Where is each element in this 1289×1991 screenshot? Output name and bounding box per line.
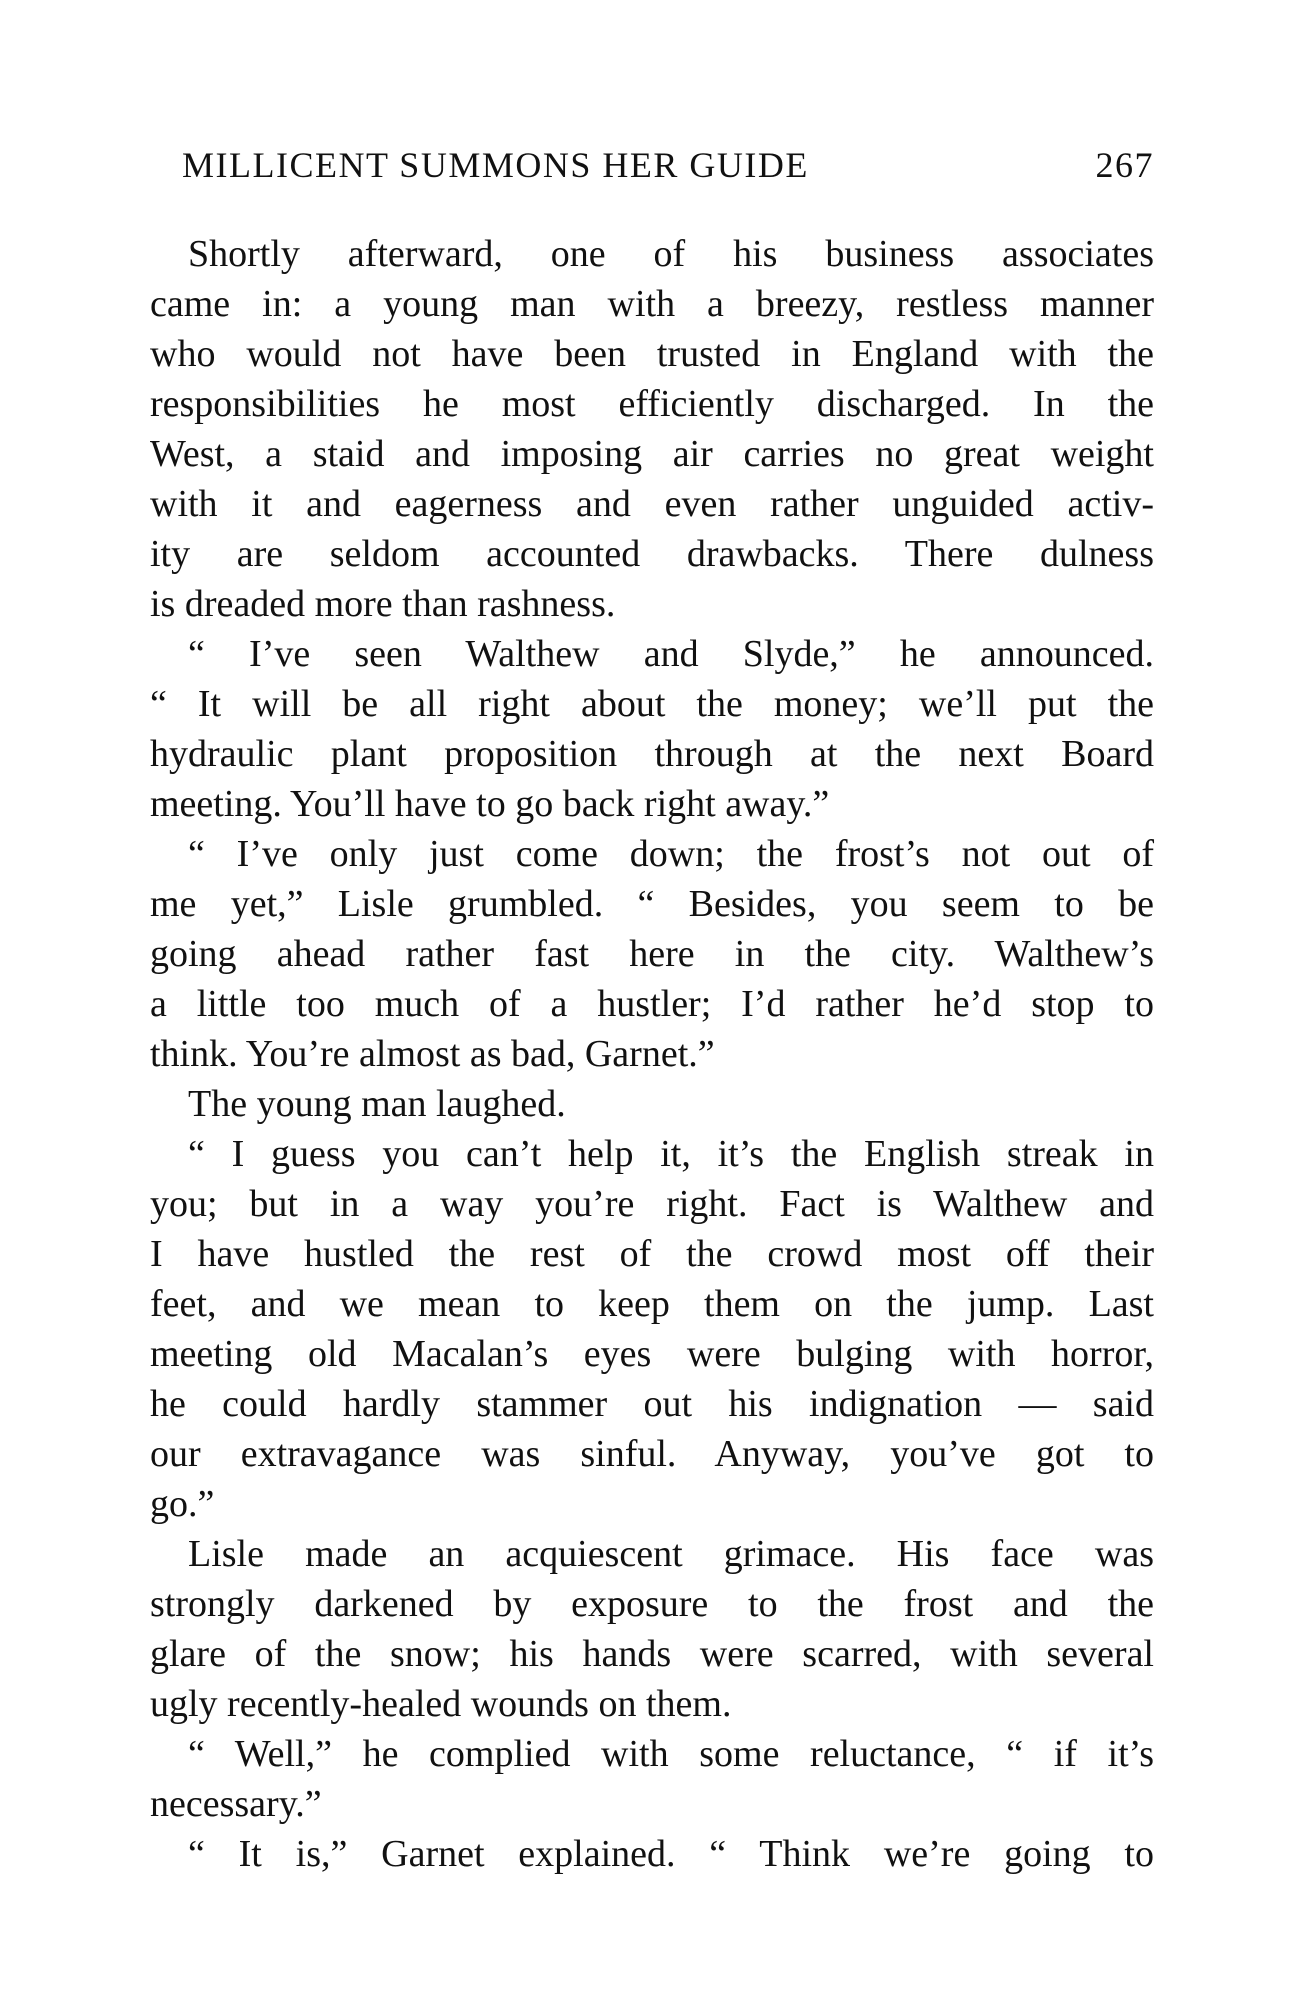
text-line: The young man laughed.: [188, 1083, 566, 1125]
text-line: responsibilities he most efficiently discharged. In the: [150, 383, 1154, 425]
text-line: “ I guess you can’t help it, it’s the English streak in: [188, 1133, 1154, 1175]
text-line: West, a staid and imposing air carries no great weight: [150, 433, 1154, 475]
text-line: strongly darkened by exposure to the frost and the: [150, 1583, 1154, 1625]
text-line: I have hustled the rest of the crowd most off their: [150, 1233, 1154, 1275]
text-line: with it and eagerness and even rather unguided activ-: [150, 483, 1154, 525]
text-line: who would not have been trusted in England with the: [150, 333, 1154, 375]
text-line: meeting old Macalan’s eyes were bulging with horror,: [150, 1333, 1154, 1375]
text-line: he could hardly stammer out his indignation — said: [150, 1383, 1154, 1425]
text-line: “ It will be all right about the money; we’ll put the: [150, 683, 1154, 725]
chapter-title: MILLICENT SUMMONS HER GUIDE: [182, 145, 809, 185]
text-line: is dreaded more than rashness.: [150, 583, 616, 625]
running-head: [150, 140, 1154, 190]
text-line: think. You’re almost as bad, Garnet.”: [150, 1033, 715, 1075]
text-line: “ I’ve seen Walthew and Slyde,” he announced.: [188, 633, 1154, 675]
text-line: came in: a young man with a breezy, restless manner: [150, 283, 1154, 325]
text-line: go.”: [150, 1483, 215, 1525]
text-line: Lisle made an acquiescent grimace. His face was: [188, 1533, 1154, 1575]
book-page: [150, 0, 1154, 1991]
text-line: going ahead rather fast here in the city. Walthew’s: [150, 933, 1154, 975]
text-line: hydraulic plant proposition through at the next Board: [150, 733, 1154, 775]
page-number: 267: [1095, 145, 1154, 185]
body-text: [150, 229, 1154, 1879]
text-line: “ Well,” he complied with some reluctance, “ if it’s: [188, 1733, 1154, 1775]
text-line: ugly recently-healed wounds on them.: [150, 1683, 732, 1725]
text-line: our extravagance was sinful. Anyway, you’ve got to: [150, 1433, 1154, 1475]
text-line: a little too much of a hustler; I’d rather he’d stop to: [150, 983, 1154, 1025]
text-line: you; but in a way you’re right. Fact is Walthew and: [150, 1183, 1154, 1225]
text-line: feet, and we mean to keep them on the jump. Last: [150, 1283, 1154, 1325]
text-line: glare of the snow; his hands were scarred, with several: [150, 1633, 1154, 1675]
text-line: “ It is,” Garnet explained. “ Think we’re going to: [188, 1833, 1154, 1875]
text-line: ity are seldom accounted drawbacks. There dulness: [150, 533, 1154, 575]
text-line: Shortly afterward, one of his business associates: [188, 233, 1154, 275]
text-line: “ I’ve only just come down; the frost’s not out of: [188, 833, 1154, 875]
text-line: me yet,” Lisle grumbled. “ Besides, you seem to be: [150, 883, 1154, 925]
text-line: necessary.”: [150, 1783, 322, 1825]
text-line: meeting. You’ll have to go back right away.”: [150, 783, 830, 825]
